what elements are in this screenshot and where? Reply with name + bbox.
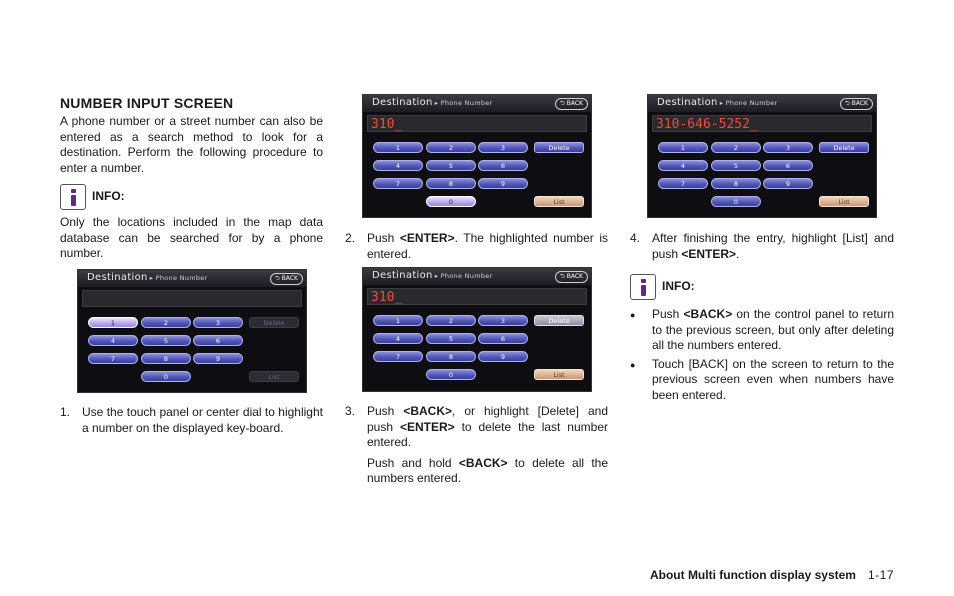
info-icon — [60, 184, 86, 210]
delete-button[interactable]: Delete — [819, 142, 869, 153]
page-number: 1-17 — [867, 568, 894, 582]
step-text: After finishing the entry, highlight [List] and push <ENTER>. — [652, 231, 894, 261]
key-8[interactable]: 8 — [141, 353, 191, 364]
back-button[interactable]: ⮌ BACK — [555, 271, 588, 283]
intro-paragraph: A phone number or a street number can also be entered as a search method to look for a destination. Perform the following procedure to enter a number. — [60, 114, 323, 175]
step-4 — [630, 231, 894, 406]
key-1[interactable]: 1 — [373, 142, 423, 153]
info-label: INFO: — [662, 279, 695, 294]
step-1 — [60, 405, 323, 436]
screen-header — [363, 95, 591, 112]
info-header — [60, 184, 323, 210]
key-8[interactable]: 8 — [711, 178, 761, 189]
key-9[interactable]: 9 — [478, 178, 528, 189]
step-text: Use the touch panel or center dial to highlight a number on the displayed key-board. — [82, 405, 323, 435]
bullet-icon: ● — [630, 310, 636, 320]
footer-section: About Multi function display system — [649, 568, 856, 582]
step-text: Push <ENTER>. The highlighted number is entered. — [367, 231, 608, 261]
list-item: ● Push <BACK> on the control panel to return to the previous screen, but only after deleting all the numbers entered. — [630, 307, 894, 352]
step-number: 4. — [630, 231, 641, 245]
key-4[interactable]: 4 — [658, 160, 708, 171]
info-icon — [630, 274, 656, 300]
key-7[interactable]: 7 — [658, 178, 708, 189]
screen-title: Destination ▸ Phone Number — [372, 97, 493, 108]
step-3 — [345, 404, 608, 487]
list-button[interactable]: List — [534, 369, 584, 380]
key-4[interactable]: 4 — [373, 333, 423, 344]
page-footer — [650, 568, 894, 582]
screen-title: Destination ▸ Phone Number — [657, 97, 778, 108]
step-number: 3. — [345, 404, 356, 418]
key-2[interactable]: 2 — [711, 142, 761, 153]
delete-button[interactable]: Delete — [534, 315, 584, 326]
key-3[interactable]: 3 — [478, 142, 528, 153]
key-6[interactable]: 6 — [478, 160, 528, 171]
section-heading: NUMBER INPUT SCREEN — [60, 95, 234, 111]
back-button[interactable]: ⮌ BACK — [840, 98, 873, 110]
screen-title: Destination ▸ Phone Number — [87, 272, 208, 283]
delete-button[interactable]: Delete — [249, 317, 299, 328]
key-4[interactable]: 4 — [373, 160, 423, 171]
key-4[interactable]: 4 — [88, 335, 138, 346]
screen-header — [363, 268, 591, 285]
screen-title: Destination ▸ Phone Number — [372, 270, 493, 281]
list-button[interactable]: List — [249, 371, 299, 382]
back-button[interactable]: ⮌ BACK — [555, 98, 588, 110]
key-3[interactable]: 3 — [478, 315, 528, 326]
list-item: ● Touch [BACK] on the screen to return to the previous screen even when numbers have been entered. — [630, 356, 894, 402]
screen-header — [78, 270, 306, 287]
key-9[interactable]: 9 — [478, 351, 528, 362]
number-input-field[interactable]: 310_ — [367, 115, 587, 132]
key-8[interactable]: 8 — [426, 178, 476, 189]
key-1[interactable]: 1 — [88, 317, 138, 328]
number-input-field[interactable]: 310_ — [367, 288, 587, 305]
screen-step-2 — [362, 94, 592, 218]
back-button[interactable]: ⮌ BACK — [270, 273, 303, 285]
key-5[interactable]: 5 — [711, 160, 761, 171]
key-6[interactable]: 6 — [193, 335, 243, 346]
key-2[interactable]: 2 — [141, 317, 191, 328]
key-0[interactable]: 0 — [426, 196, 476, 207]
key-6[interactable]: 6 — [763, 160, 813, 171]
key-8[interactable]: 8 — [426, 351, 476, 362]
key-0[interactable]: 0 — [711, 196, 761, 207]
number-input-field[interactable]: 310-646-5252_ — [652, 115, 872, 132]
key-9[interactable]: 9 — [193, 353, 243, 364]
step-number: 2. — [345, 231, 356, 245]
delete-button[interactable]: Delete — [534, 142, 584, 153]
key-7[interactable]: 7 — [88, 353, 138, 364]
key-2[interactable]: 2 — [426, 315, 476, 326]
key-1[interactable]: 1 — [373, 315, 423, 326]
key-0[interactable]: 0 — [141, 371, 191, 382]
key-0[interactable]: 0 — [426, 369, 476, 380]
list-button[interactable]: List — [819, 196, 869, 207]
list-button[interactable]: List — [534, 196, 584, 207]
key-5[interactable]: 5 — [426, 160, 476, 171]
key-5[interactable]: 5 — [426, 333, 476, 344]
step-text-2: Push and hold <BACK> to delete all the numbers entered. — [367, 455, 608, 485]
key-7[interactable]: 7 — [373, 178, 423, 189]
key-2[interactable]: 2 — [426, 142, 476, 153]
info-header — [630, 274, 894, 300]
screen-header — [648, 95, 876, 112]
screen-step-3 — [362, 267, 592, 392]
key-1[interactable]: 1 — [658, 142, 708, 153]
key-5[interactable]: 5 — [141, 335, 191, 346]
left-column — [60, 94, 323, 262]
screen-step-4 — [647, 94, 877, 218]
key-3[interactable]: 3 — [193, 317, 243, 328]
step-text: Push <BACK>, or highlight [Delete] and push <ENTER> to delete the last number entered. — [367, 404, 608, 449]
key-7[interactable]: 7 — [373, 351, 423, 362]
bullet-icon: ● — [630, 359, 636, 370]
step-2 — [345, 231, 608, 262]
info-label: INFO: — [92, 189, 125, 204]
key-9[interactable]: 9 — [763, 178, 813, 189]
screen-step-1 — [77, 269, 307, 393]
info-text: Only the locations included in the map data database can be searched for by a phone number. — [60, 215, 323, 260]
step-number: 1. — [60, 405, 71, 419]
key-3[interactable]: 3 — [763, 142, 813, 153]
key-6[interactable]: 6 — [478, 333, 528, 344]
number-input-field[interactable] — [82, 290, 302, 307]
